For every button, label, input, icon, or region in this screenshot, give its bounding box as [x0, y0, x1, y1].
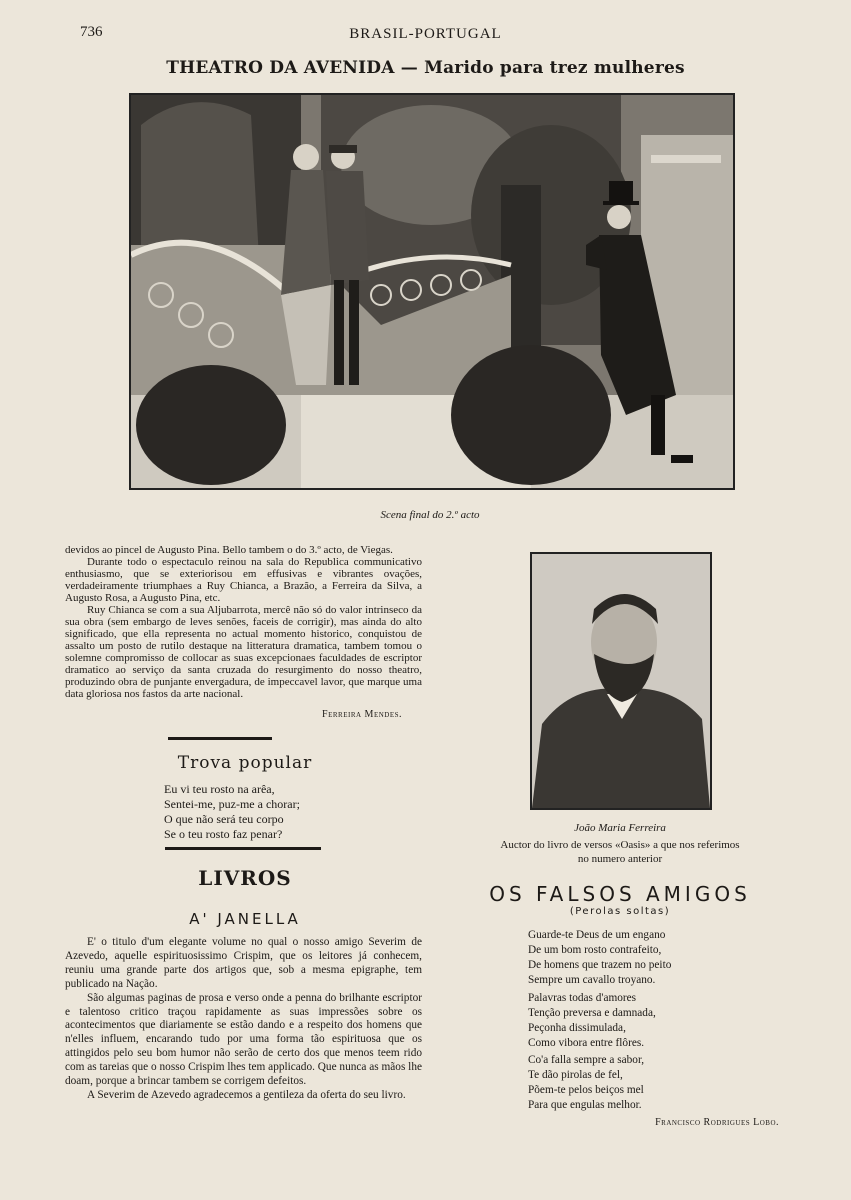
trova-title: Trova popular [177, 753, 313, 773]
verse-line: Te dão pirolas de fel, [528, 1069, 623, 1081]
divider-rule [168, 737, 272, 740]
portrait-description-line: no numero anterior [577, 853, 663, 865]
photo-caption: Scena final do 2.º acto [380, 509, 480, 521]
divider-rule [165, 847, 321, 850]
running-title: BRASIL-PORTUGAL [349, 26, 502, 42]
poem-subtitle: (Perolas soltas) [569, 906, 671, 917]
portrait-description [472, 838, 768, 866]
verse-line: De um bom rosto contrafeito, [528, 944, 662, 956]
poem-author: Francisco Rodrigues Lobo. [655, 1117, 779, 1128]
livros-paragraph: E' o titulo d'um elegante volume no qual o nosso amigo Severim de Azevedo, aquelle espirituosissimo Crispim, que os leitores já conhecem, reuniu uma grande parte dos artigos que, sob a mesma epigraphe, tem publicado na Nação. [65, 936, 422, 990]
verse-line: Eu vi teu rosto na arêa, [164, 782, 275, 796]
verse-line: Co'a falla sempre a sabor, [528, 1054, 645, 1066]
poem-stanza [528, 991, 656, 1051]
page-number: 736 [80, 24, 103, 40]
verse-line: Sentei-me, puz-me a chorar; [164, 797, 300, 811]
livros-title: LIVROS [198, 866, 292, 890]
verse-line: O que não será teu corpo [164, 812, 284, 826]
verse-line: Guarde-te Deus de um engano [528, 929, 666, 941]
review-paragraph: Durante todo o espectaculo reinou na sala do Republica communicativo enthusiasmo, que se exteriorisou em effusivas e vibrantes ovações, verdadeiramente triumphaes a Ruy Chianca, a Brazão, a Ferreira da Silva, a Augusto Rosa, a Augusto Pina, etc. [65, 556, 422, 604]
livros-text [65, 936, 422, 1103]
livros-paragraph: A Severim de Azevedo agradecemos a gentileza da oferta do seu livro. [87, 1088, 406, 1101]
poem-stanza [528, 1053, 644, 1113]
poem-stanza [528, 928, 671, 988]
verse-line: Peçonha dissimulada, [528, 1022, 626, 1034]
verse-line: Põem-te pelos beiços mel [528, 1084, 644, 1096]
portrait-photo [530, 552, 712, 810]
trova-verses [164, 782, 300, 842]
verse-line: Palavras todas d'amores [528, 992, 637, 1004]
theatre-scene-photo [129, 93, 735, 490]
verse-line: De homens que trazem no peito [528, 959, 672, 971]
poem-title: OS FALSOS AMIGOS [489, 882, 751, 906]
verse-line: Tenção preversa e damnada, [528, 1007, 656, 1019]
portrait-name: João Maria Ferreira [574, 822, 666, 834]
review-paragraph: devidos ao pincel de Augusto Pina. Bello tambem o do 3.º acto, de Viegas. [65, 544, 393, 556]
portrait-description-line: Auctor do livro de versos «Oasis» a que nos referimos [500, 839, 740, 851]
verse-line: Sempre um cavallo troyano. [528, 974, 656, 986]
verse-line: Como vibora entre flôres. [528, 1037, 645, 1049]
verse-line: Para que engulas melhor. [528, 1099, 642, 1111]
livros-paragraph: São algumas paginas de prosa e verso onde a penna do brilhante escriptor e talentoso critico traçou rapidamente as suas impressões sobre os acontecimentos que diariamente se estão dando e a respeito dos homens que n'elles influem, encarando tudo por uma forma tão espirituosa que os attingidos pelo seu bom humor não serão de certo dos que menos teem rido com as tareias que o nosso Crispim lhes tem applicado. Que nunca as mãos lhe doam, porque a brincar tambem se corrigem defeitos. [65, 991, 422, 1088]
headline: THEATRO DA AVENIDA — Marido para trez mulheres [166, 58, 685, 78]
review-signature: Ferreira Mendes. [322, 709, 402, 720]
verse-line: Se o teu rosto faz penar? [164, 827, 283, 841]
review-column [65, 544, 422, 720]
review-paragraph: Ruy Chianca se com a sua Aljubarrota, mercê não só do valor intrinseco da sua obra (sem embargo de leves senões, faceis de corrigir), mas ainda do alto significado, que ella representa no actual momento historico, conquistou de assalto um posto de rutilo destaque na litteratura dramatica, tambem tomou o solemne compromisso de collocar as suas excepcionaes faculdades de escriptor dramatico ao serviço da santa cruzada do resurgimento do nosso theatro, produzindo obra de punjante envergadura, de impeccavel lavor, que marque uma data gloriosa nos fastos da arte nacional. [65, 604, 422, 700]
livros-subtitle: A' JANELLA [189, 910, 301, 928]
